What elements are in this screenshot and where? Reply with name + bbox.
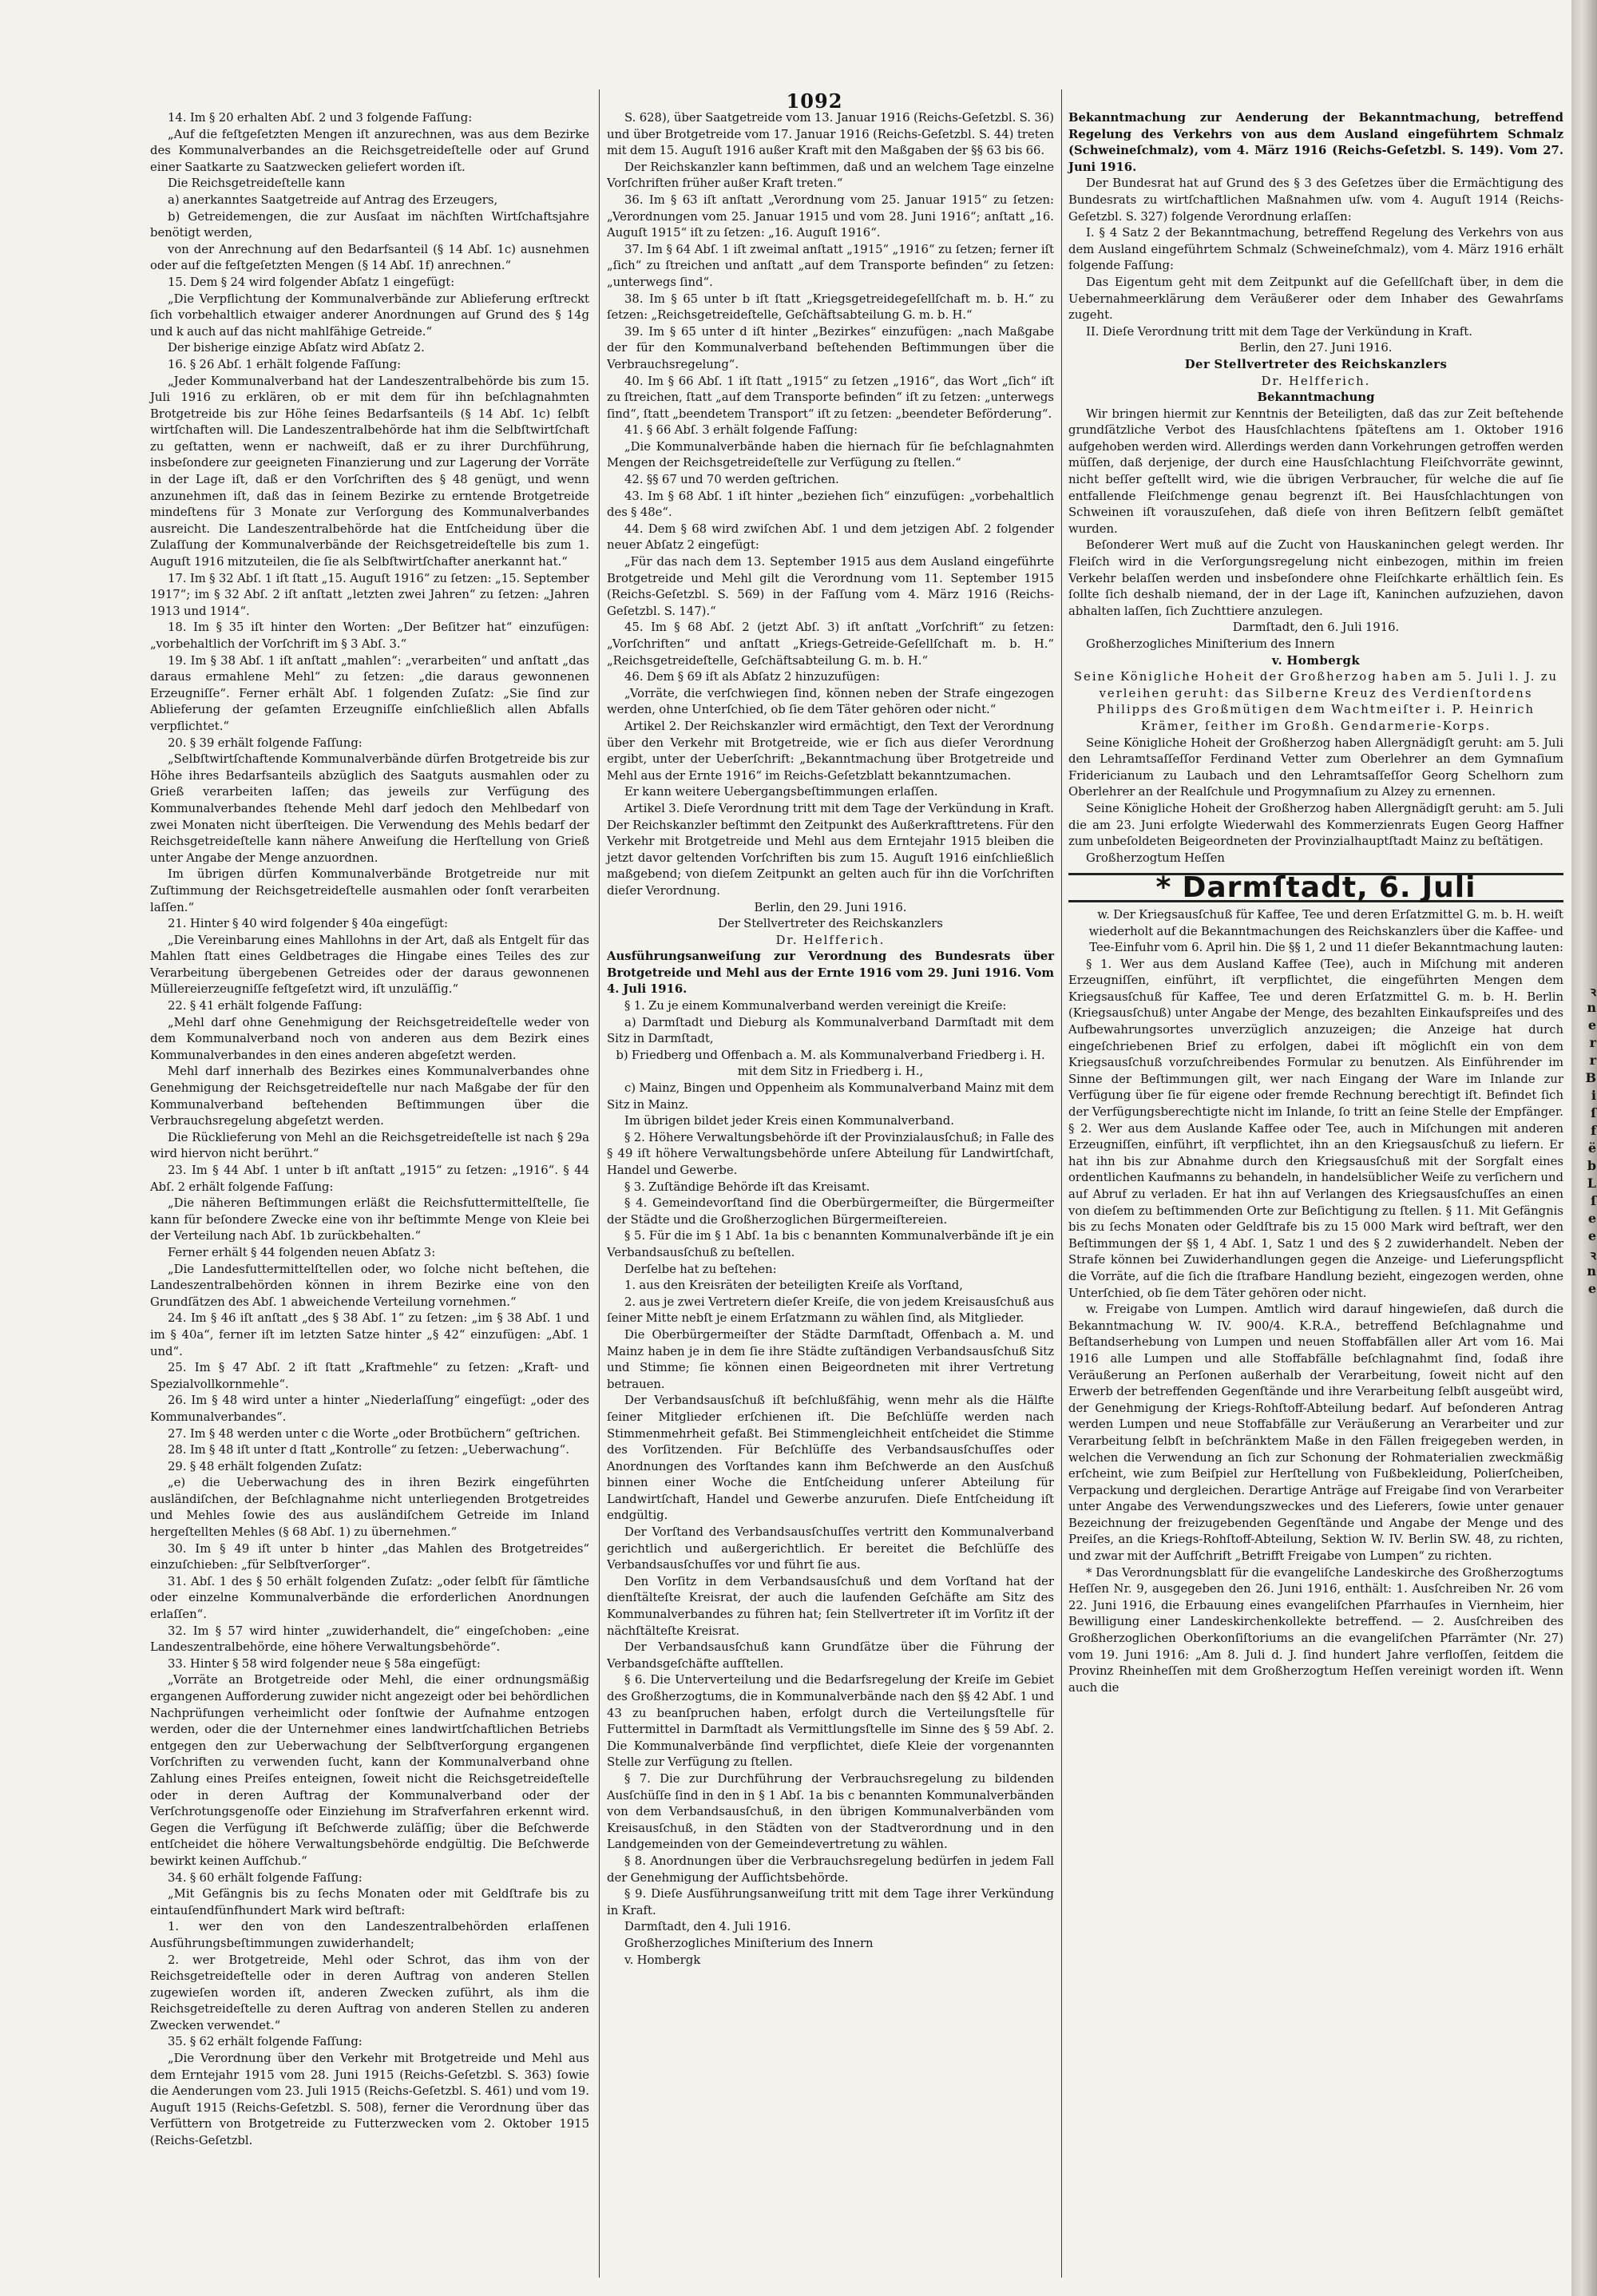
section-heading: * Darmſtadt, 6. Juli <box>1068 873 1563 902</box>
centered-line: Berlin, den 29. Juni 1916. <box>754 900 907 914</box>
paragraph: Artikel 2. Der Reichskanzler wird ermächtigt, den Text der Verordnung über den Verkehr mit Brotgetreide, wie er ſich aus dieſer Verordnung ergibt, unter der Ueberſchrift: „Bekanntmachung über Brotgetreide und Mehl aus der Ernte 1916“ im Reichs-Geſetzblatt bekanntzumachen. <box>607 719 1054 783</box>
paragraph: v. Hombergk <box>624 1953 701 1967</box>
paragraph: Die Oberbürgermeiſter der Städte Darmſtadt, Offenbach a. M. und Mainz haben je in dem ſie ihre Städte zuſtändigen Verbandsausſchuß Sitz und Stimme; ſie können einen Beigeordneten mit ihrer Vertretung betrauen. <box>607 1327 1054 1391</box>
paragraph: 21. Hinter § 40 wird folgender § 40a eingefügt: <box>168 917 448 931</box>
paragraph: § 8. Anordnungen über die Verbrauchsregelung bedürfen in jedem Fall der Genehmigung der Aufſichtsbehörde. <box>607 1854 1054 1885</box>
paragraph: Seine Königliche Hoheit der Großherzog haben Allergnädigſt geruht: am 5. Juli den Lehramtsaſſeſſor Ferdinand Vetter zum Oberlehrer an dem Gymnaſium Fridericianum zu Laubach und den Lehramtsaſſeſſor Georg Schelhorn zum Oberlehrer an der Realſchule und Progymnaſium zu Alzey zu ernennen. <box>1068 736 1563 799</box>
paragraph: 2. aus je zwei Vertretern dieſer Kreiſe, die von jedem Kreisausſchuß aus ſeiner Mitte nebſt je einem Erſatzmann zu wählen ſind, als Mitglieder. <box>607 1295 1054 1326</box>
paragraph: „Für das nach dem 13. September 1915 aus dem Ausland eingeführte Brotgetreide und Mehl gilt die Verordnung vom 11. September 1915 (Reichs-Geſetzbl. S. 569) in der Faſſung vom 4. März 1916 (Reichs-Geſetzbl. S. 147).“ <box>607 555 1054 618</box>
margin-glyph: ë <box>1587 1140 1596 1156</box>
signatory-name: Dr. Helfferich. <box>775 933 886 947</box>
paragraph: 16. § 26 Abſ. 1 erhält folgende Faſſung: <box>168 357 402 371</box>
margin-glyph: e <box>1587 1228 1596 1243</box>
margin-glyph: r <box>1589 1053 1596 1068</box>
centered-line: b) Friedberg und Offenbach a. M. als Kommunalverband Friedberg i. H. mit dem Sitz in Friedberg i. H., <box>616 1048 1045 1079</box>
paragraph: 45. Im § 68 Abſ. 2 (jetzt Abſ. 3) iſt anſtatt „Vorſchrift“ zu ſetzen: „Vorſchriften“ und anſtatt „Kriegs-Getreide-Geſellſchaft m. b. H.“ „Reichsgetreideſtelle, Geſchäftsabteilung G. m. b. H.“ <box>607 621 1054 668</box>
paragraph: 23. Im § 44 Abſ. 1 unter b iſt anſtatt „1915“ zu ſetzen: „1916“. § 44 Abſ. 2 erhält folgende Faſſung: <box>150 1164 589 1194</box>
paragraph: „Jeder Kommunalverband hat der Landeszentralbehörde bis zum 15. Juli 1916 zu erklären, ob er mit dem für ihn beſchlagnahmten Brotgetreide bis zur Höhe ſeines Bedarfsanteils (§ 14 Abſ. 1c) ſelbſt wirtſchaften will. Die Landeszentralbehörde hat ihm die Selbſtwirtſchaft zu geſtatten, wenn er nachweiſt, daß er zu ihrer Durchführung, insbeſondere zur geeigneten Finanzierung und zur Lagerung der Vorräte in der Lage iſt, daß er den Vorſchriften des § 48 genügt, und wenn anzunehmen iſt, daß das in ſeinem Bezirke zu erntende Brotgetreide mindeſtens für 3 Monate zur Verſorgung des Kommunalverbandes ausreicht. Die Landeszentralbehörde hat die Entſcheidung über die Zulaſſung der Kommunalverbände der Reichsgetreideſtelle bis zum 1. Auguſt 1916 mitzuteilen, die ſie als Selbſtwirtſchafter anerkannt hat.“ <box>150 374 589 569</box>
margin-glyph: L <box>1587 1176 1596 1191</box>
paragraph: * Das Verordnungsblatt für die evangeliſche Landeskirche des Großherzogtums Heſſen Nr. 9, ausgegeben den 26. Juni 1916, enthält: 1. Ausſchreiben Nr. 26 vom 22. Juni 1916, die Erbauung eines evangeliſchen Pfarrhauſes in Viernheim, hier Bewilligung einer Landeskirchenkollekte betreffend. — 2. Ausſchreiben des Großherzoglichen Oberkonſiſtoriums an die evangeliſchen Pfarrämter (Nr. 27) vom 19. Juni 1916: „Am 8. Juli d. J. ſind hundert Jahre verfloſſen, ſeitdem die Provinz Rheinheſſen mit dem Großherzogtum Heſſen vereinigt worden iſt. Wenn auch die <box>1068 1565 1563 1695</box>
dateline: w. Der Kriegsausſchuß für Kaffee, Tee und deren Erſatzmittel G. m. b. H. weiſt wiederholt auf die Bekanntmachungen des Reichskanzlers über die Kaffee- und Tee-Einfuhr vom 6. April hin. Die §§ 1, 2 und 11 dieſer Bekanntmachung lauten: <box>1088 907 1563 955</box>
paragraph: 25. Im § 47 Abſ. 2 iſt ſtatt „Kraftmehle“ zu ſetzen: „Kraft- und Spezialvollkornmehle“. <box>150 1361 589 1391</box>
article-heading: Bekanntmachung zur Aenderung der Bekanntmachung, betreffend Regelung des Verkehrs von aus dem Ausland eingeführtem Schmalz (Schweineſchmalz), vom 4. März 1916 (Reichs-Geſetzbl. S. 149). Vom 27. Juni 1916. <box>1068 111 1563 174</box>
paragraph: § 6. Die Unterverteilung und die Bedarfsregelung der Kreiſe im Gebiet des Großherzogtums, die in Kommunalverbände nach den §§ 42 Abſ. 1 und 43 zu beanſpruchen haben, erfolgt durch die Verteilungsſtelle für Futtermittel in Darmſtadt als Vermittlungsſtelle im Sinne des § 59 Abſ. 2. Die Kommunalverbände ſind verpflichtet, dieſe Kleie der vorgenannten Stelle zur Verfügung zu ſtellen. <box>607 1673 1054 1770</box>
paragraph: Derſelbe hat zu beſtehen: <box>624 1262 777 1276</box>
adjacent-page-margin <box>1585 0 1597 2296</box>
paragraph: „Die Vereinbarung eines Mahllohns in der Art, daß als Entgelt für das Mahlen ſtatt eines Geldbetrages die Hingabe eines Teiles des zur Verarbeitung übergebenen Getreides oder der daraus gewonnenen Müllereierzeugniſſe feſtgeſetzt wird, iſt unzuläſſig.“ <box>150 933 589 997</box>
paragraph: 41. § 66 Abſ. 3 erhält folgende Faſſung: <box>624 423 858 438</box>
paragraph: Der Vorſtand des Verbandsausſchuſſes vertritt den Kommunalverband gerichtlich und außergerichtlich. Er bereitet die Beſchlüſſe des Verbandsausſchuſſes vor und führt ſie aus. <box>607 1525 1054 1572</box>
paragraph: § 1. Zu je einem Kommunalverband werden vereinigt die Kreiſe: <box>624 999 1007 1013</box>
signature-line: v. Hombergk <box>1271 653 1361 668</box>
paragraph: 17. Im § 32 Abſ. 1 iſt ſtatt „15. Auguſt 1916“ zu ſetzen: „15. September 1917“; im § 32 Abſ. 2 iſt anſtatt „letzten zwei Jahren“ zu ſetzen: „Jahren 1913 und 1914“. <box>150 571 589 618</box>
paragraph: 46. Dem § 69 iſt als Abſatz 2 hinzuzufügen: <box>624 670 880 684</box>
paragraph: 37. Im § 64 Abſ. 1 iſt zweimal anſtatt „1915“ „1916“ zu ſetzen; ferner iſt „ſich“ zu ſtreichen und anſtatt „auf dem Transporte befinden“ zu ſetzen: „unterwegs ſind“. <box>607 242 1054 289</box>
paragraph: II. Dieſe Verordnung tritt mit dem Tage der Verkündung in Kraft. <box>1086 324 1472 339</box>
paragraph: „Die Kommunalverbände haben die hiernach für ſie beſchlagnahmten Mengen der Reichsgetreideſtelle zur Verfügung zu ſtellen.“ <box>607 439 1054 470</box>
paragraph: „Mit Gefängnis bis zu ſechs Monaten oder mit Geldſtrafe bis zu eintauſendfünfhundert Mark wird beſtraft: <box>150 1887 589 1917</box>
paragraph: 24. Im § 46 iſt anſtatt „des § 38 Abſ. 1“ zu ſetzen: „im § 38 Abſ. 1 und im § 40a“, ferner iſt im letzten Satze hinter „§ 42“ einzufügen: „Abſ. 1 und“. <box>150 1311 589 1358</box>
paragraph: 43. Im § 68 Abſ. 1 iſt hinter „beziehen ſich“ einzufügen: „vorbehaltlich des § 48e“. <box>607 489 1054 520</box>
paragraph: § 7. Die zur Durchführung der Verbrauchsregelung zu bildenden Ausſchüſſe ſind in den in § 1 Abſ. 1a bis c benannten Kommunalverbänden von dem Verbandsausſchuß, in den übrigen Kommunalverbänden vom Kreisausſchuß, in den Städten von der Stadtverordnung und in den Landgemeinden von der Gemeindevertretung zu wählen. <box>607 1771 1054 1852</box>
paragraph: 36. Im § 63 iſt anſtatt „Verordnung vom 25. Januar 1915“ zu ſetzen: „Verordnungen vom 25. Januar 1915 und vom 28. Juni 1916“; anſtatt „16. Auguſt 1915“ iſt zu ſetzen: „16. Auguſt 1916“. <box>607 192 1054 240</box>
paragraph: 42. §§ 67 und 70 werden geſtrichen. <box>624 473 839 487</box>
paragraph: Der Bundesrat hat auf Grund des § 3 des Geſetzes über die Ermächtigung des Bundesrats zu wirtſchaftlichen Maßnahmen uſw. vom 4. Auguſt 1914 (Reichs-Geſetzbl. S. 327) folgende Verordnung erlaſſen: <box>1068 176 1563 224</box>
article-heading: Ausführungsanweiſung zur Verordnung des Bundesrats über Brotgetreide und Mehl aus der Ernte 1916 vom 29. Juni 1916. Vom 4. Juli 1916. <box>607 950 1054 997</box>
paragraph: Seine Königliche Hoheit der Großherzog haben Allergnädigſt geruht: am 5. Juli die am 23. Juni erfolgte Wiederwahl des Kommerzienrats Eugen Georg Haffner zum unbeſoldeten Beigeordneten der Provinzialhauptſtadt Mainz zu beſtätigen. <box>1068 801 1563 849</box>
paragraph: 32. Im § 57 wird hinter „zuwiderhandelt, die“ eingeſchoben: „eine Landeszentralbehörde, eine höhere Verwaltungsbehörde“. <box>150 1624 589 1655</box>
margin-glyph: ſ <box>1591 1193 1596 1208</box>
column-left <box>150 110 589 2150</box>
column-rule-1 <box>599 89 600 2278</box>
paragraph: 14. Im § 20 erhalten Abſ. 2 und 3 folgende Faſſung: <box>168 111 473 125</box>
paragraph: Der Reichskanzler kann beſtimmen, daß und an welchem Tage einzelne Vorſchriften früher außer Kraft treten.“ <box>607 160 1054 191</box>
paragraph: w. Freigabe von Lumpen. Amtlich wird darauf hingewieſen, daß durch die Bekanntmachung W. IV. 900/4. K.R.A., betreffend Beſchlagnahme und Beſtandserhebung von Lumpen und neuen Stoffabfällen aller Art vom 16. Mai 1916 alle Lumpen und alle Stoffabfälle beſchlagnahmt ſind, ſodaß ihre Veräußerung an Perſonen außerhalb der Verarbeitung, ſoweit nicht auf den Erwerb der betreffenden Gegenſtände und ihre Verarbeitung ſelbſt ausgeübt wird, der Genehmigung der Kriegs-Rohſtoff-Abteilung bedarf. Auf beſonderen Antrag werden Lumpen und neue Stoffabfälle zur Veräußerung an Verarbeiter und zur Verarbeitung ſelbſt in beſchränktem Maße in den Fällen freigegeben werden, in welchen die Verwendung an ſich zur Schonung der Rohmaterialien zweckmäßig erſcheint, wie zum Beiſpiel zur Herſtellung von Fußbekleidung, Polierſcheiben, Verpackung und dergleichen. Derartige Anträge auf Freigabe ſind von Verarbeiter unter Angabe des Verwendungszweckes und des Lieferers, ſowie unter genauer Bezeichnung der freizugebenden Gegenſtände und Angabe der Menge und des Preiſes, an die Kriegs-Rohſtoff-Abteilung, Sektion W. IV. Berlin SW. 48, zu richten, und zwar mit der Aufſchrift „Betrifft Freigabe von Lumpen“ zu richten. <box>1068 1303 1563 1564</box>
signatory-name: Seine Königliche Hoheit der Großherzog haben am 5. Juli l. J. zu verleihen geruht: das Silberne Kreuz des Verdienſtordens Philipps des Großmütigen dem Wachtmeiſter i. P. Heinrich Krämer, ſeither im Großh. Gendarmerie-Korps. <box>1073 670 1559 733</box>
paragraph: c) Mainz, Bingen und Oppenheim als Kommunalverband Mainz mit dem Sitz in Mainz. <box>607 1081 1054 1112</box>
paragraph: Großherzogtum Heſſen <box>1086 851 1225 865</box>
paragraph: § 9. Dieſe Ausführungsanweiſung tritt mit dem Tage ihrer Verkündung in Kraft. <box>607 1887 1054 1917</box>
paragraph: 22. § 41 erhält folgende Faſſung: <box>168 999 363 1013</box>
paragraph: 34. § 60 erhält folgende Faſſung: <box>168 1870 363 1885</box>
paragraph: 40. Im § 66 Abſ. 1 iſt ſtatt „1915“ zu ſetzen „1916“, das Wort „ſich“ iſt zu ſtreichen, ſtatt „auf dem Transporte befinden“ iſt zu ſetzen: „unterwegs ſind“, ſtatt „beendetem Transport“ iſt zu ſetzen: „beendeter Beförderung“. <box>607 374 1054 421</box>
centered-line: Berlin, den 27. Juni 1916. <box>1239 341 1393 355</box>
paragraph: „Mehl darf ohne Genehmigung der Reichsgetreideſtelle weder von dem Kommunalverband noch von anderen aus dem Bezirk eines Kommunalverbandes in den eines anderen abgeſetzt werden. <box>150 1015 589 1062</box>
paragraph: 29. § 48 erhält folgenden Zuſatz: <box>168 1459 363 1473</box>
paragraph: 1. aus den Kreisräten der beteiligten Kreiſe als Vorſtand, <box>624 1279 963 1293</box>
page-number: 1092 <box>786 89 843 113</box>
margin-glyph: ꝛ <box>1590 984 1596 999</box>
paragraph: Beſonderer Wert muß auf die Zucht von Hauskaninchen gelegt werden. Ihr Fleiſch wird in die Verſorgungsregelung nicht einbezogen, mithin im freien Verkehr belaſſen werden und insbeſondere ohne Fleiſchkarte erhältlich ſein. Es ſollte ſich deshalb niemand, der in der Lage iſt, Kaninchen aufzuziehen, davon abhalten laſſen, ſich Zuchttiere anzulegen. <box>1068 538 1563 618</box>
column-right <box>1068 110 1563 1696</box>
paragraph: „Die Landesfuttermittelſtellen oder, wo ſolche nicht beſtehen, die Landeszentralbehörden können in ihrem Bezirke eine von den Grundſätzen des Abſ. 1 abweichende Verteilung vornehmen.“ <box>150 1262 589 1309</box>
margin-glyph: e <box>1587 1211 1596 1226</box>
margin-glyph: r <box>1589 1035 1596 1050</box>
margin-glyph: B <box>1585 1070 1596 1085</box>
paragraph: I. § 4 Satz 2 der Bekanntmachung, betreffend Regelung des Verkehrs von aus dem Ausland eingeführtem Schmalz (Schweineſchmalz), vom 4. März 1916 erhält folgende Faſſung: <box>1068 226 1563 273</box>
margin-glyph: e <box>1587 1281 1596 1296</box>
paragraph: „Vorräte, die verſchwiegen ſind, können neben der Strafe eingezogen werden, ohne Unterſchied, ob ſie dem Täter gehören oder nicht.“ <box>607 686 1054 717</box>
paragraph: 18. Im § 35 iſt hinter den Worten: „Der Beſitzer hat“ einzufügen: „vorbehaltlich der Vorſchrift im § 3 Abſ. 3.“ <box>150 621 589 651</box>
centered-line: Darmſtadt, den 6. Juli 1916. <box>1232 621 1400 635</box>
paragraph: 31. Abſ. 1 des § 50 erhält folgenden Zuſatz: „oder ſelbſt für ſämtliche oder einzelne Kommunalverbände die erforderlichen Anordnungen erlaſſen“. <box>150 1574 589 1622</box>
margin-glyph: f <box>1591 1123 1596 1138</box>
paragraph: Darmſtadt, den 4. Juli 1916. <box>624 1920 791 1934</box>
paragraph: 30. Im § 49 iſt unter b hinter „das Mahlen des Brotgetreides“ einzuſchieben: „für Selbſtverſorger“. <box>150 1541 589 1572</box>
paragraph: 19. Im § 38 Abſ. 1 iſt anſtatt „mahlen“: „verarbeiten“ und anſtatt „das daraus ermahlene Mehl“ zu ſetzen: „die daraus gewonnenen Erzeugniſſe“. Ferner erhält Abſ. 1 folgenden Zuſatz: „Sie ſind zur Ablieferung der geſamten Erzeugniſſe einſchließlich allen Abfalls verpflichtet.“ <box>150 653 589 733</box>
paragraph: „Die Verordnung über den Verkehr mit Brotgetreide und Mehl aus dem Erntejahr 1915 vom 28. Juni 1915 (Reichs-Geſetzbl. S. 363) ſowie die Aenderungen vom 23. Juli 1915 (Reichs-Geſetzbl. S. 461) und vom 19. Auguſt 1915 (Reichs-Geſetzbl. S. 508), ferner die Verordnung über das Verfüttern von Brotgetreide zu Futterzwecken vom 2. Oktober 1915 (Reichs-Geſetzbl. <box>150 2052 589 2148</box>
signatory-name: Dr. Helfferich. <box>1261 374 1371 388</box>
paragraph: „Auf die feſtgeſetzten Mengen iſt anzurechnen, was aus dem Bezirke des Kommunalverbandes an die Reichsgetreideſtelle oder auf Grund einer Saatkarte zu Saatzwecken geliefert worden iſt. <box>150 127 589 174</box>
margin-glyph: n <box>1587 1263 1596 1279</box>
paragraph: a) anerkanntes Saatgetreide auf Antrag des Erzeugers, <box>168 192 498 207</box>
paragraph: 1. wer den von den Landeszentralbehörden erlaſſenen Ausführungsbeſtimmungen zuwiderhandelt; <box>150 1920 589 1950</box>
paragraph: Ferner erhält § 44 folgenden neuen Abſatz 3: <box>168 1245 436 1259</box>
paragraph: Großherzogliches Miniſterium des Innern <box>1086 637 1335 651</box>
paragraph: 27. Im § 48 werden unter c die Worte „oder Brotbüchern“ geſtrichen. <box>168 1426 581 1441</box>
paragraph: Im übrigen bildet jeder Kreis einen Kommunalverband. <box>624 1114 954 1128</box>
paragraph: Den Vorſitz in dem Verbandsausſchuß und dem Vorſtand hat der dienſtälteſte Kreisrat, der auch die laufenden Geſchäfte am Sitz des Kommunalverbandes zu führen hat; ſein Stellvertreter iſt im Vorſitz iſt der nächſtälteſte Kreisrat. <box>607 1574 1054 1638</box>
paragraph: § 1. Wer aus dem Ausland Kaffee (Tee), auch in Miſchung mit anderen Erzeugniſſen, einführt, iſt verpflichtet, die eingeführten Mengen dem Kriegsausſchuß für Kaffee, Tee und deren Erſatzmittel G. m. b. H. Berlin (Kriegsausſchuß) unter Angabe der Menge, des bezahlten Einkaufspreiſes und des Aufbewahrungsortes unverzüglich anzuzeigen; die Anzeige hat durch eingeſchriebenen Brief zu erfolgen, dabei iſt möglichſt ein von dem Kriegsausſchuß vorzuſchreibendes Formular zu benutzen. Als Einführender im Sinne der Beſtimmungen gilt, wer nach Eingang der Ware im Inlande zur Verfügung über ſie für eigene oder fremde Rechnung berechtigt iſt. Befindet ſich der Verfügungsberechtigte nicht im Inlande, ſo tritt an ſeine Stelle der Empfänger. § 2. Wer aus dem Auslande Kaffee oder Tee, auch in Miſchungen mit anderen Erzeugniſſen, einführt, iſt verpflichtet, ihn an den Kriegsausſchuß zu liefern. Er hat ihn bis zur Abnahme durch den Kriegsausſchuß mit der Sorgfalt eines ordentlichen Kaufmanns zu behandeln, in handelsüblicher Weiſe zu verſichern und auf Abruf zu verladen. Er hat ihn auf Verlangen des Kriegsausſchuſſes an einen von dieſem zu beſtimmenden Orte zur Beſichtigung zu ſtellen. § 11. Mit Gefängnis bis zu ſechs Monaten oder Geldſtrafe bis zu 15 000 Mark wird beſtraft, wer den Beſtimmungen der §§ 1, 4 Abſ. 1, Satz 1 und des § 2 zuwiderhandelt. Neben der Strafe können bei Zuwiderhandlungen gegen die Anzeige- und Lieferungspflicht die Vorräte, auf die ſich die ſtrafbare Handlung bezieht, eingezogen werden, ohne Unterſchied, ob ſie dem Täter gehören oder nicht. <box>1068 957 1563 1300</box>
signature-line: Der Stellvertreter des Reichskanzlers <box>1184 357 1448 371</box>
paragraph: 28. Im § 48 iſt unter d ſtatt „Kontrolle“ zu ſetzen: „Ueberwachung“. <box>168 1443 569 1457</box>
margin-glyph: ſ <box>1591 1105 1596 1120</box>
paragraph: Artikel 3. Dieſe Verordnung tritt mit dem Tage der Verkündung in Kraft. Der Reichskanzler beſtimmt den Zeitpunkt des Außerkrafttretens. Für den Verkehr mit Brotgetreide und Mehl aus dem Erntejahr 1915 bleiben die jetzt davor geltenden Vorſchriften bis zum 15. Auguſt 1916 einſchließlich maßgebend; von dieſem Zeitpunkt an gelten auch für ihn die Vorſchriften dieſer Verordnung. <box>607 801 1054 898</box>
margin-glyph: ꝛ <box>1590 1247 1596 1263</box>
margin-glyph: n <box>1587 1000 1596 1015</box>
paragraph: 26. Im § 48 wird unter a hinter „Niederlaſſung“ eingefügt: „oder des Kommunalverbandes“. <box>150 1394 589 1424</box>
paragraph: 15. Dem § 24 wird folgender Abſatz 1 eingefügt: <box>168 275 455 289</box>
paragraph: Wir bringen hiermit zur Kenntnis der Beteiligten, daß das zur Zeit beſtehende grundſätzliche Verbot des Hausſchlachtens ſpäteſtens am 1. Oktober 1916 aufgehoben werden wird. Allerdings werden dann Vorkehrungen getroffen werden müſſen, daß derjenige, der durch eine Hausſchlachtung Fleiſchvorräte gewinnt, nicht beſſer geſtellt wird, wie die übrigen Verbraucher, für welche die auf ſie entfallende Fleiſchmenge genau begrenzt iſt. Bei Hausſchlachtungen von Schweinen iſt vorauszuſehen, daß dieſe von ihren Beſitzern ſelbſt gemäſtet wurden. <box>1068 406 1563 536</box>
paragraph: a) Darmſtadt und Dieburg als Kommunalverband Darmſtadt mit dem Sitz in Darmſtadt, <box>607 1015 1054 1046</box>
paragraph: „Vorräte an Brotgetreide oder Mehl, die einer ordnungsmäßig ergangenen Aufforderung zuwider nicht angezeigt oder bei behördlichen Nachprüfungen verheimlicht oder ſonſtwie der Aufnahme entzogen werden, oder die der Unternehmer eines landwirtſchaftlichen Betriebs entgegen den zur Ueberwachung der Selbſtverſorgung ergangenen Vorſchriften zu verwenden ſucht, kann der Kommunalverband ohne Zahlung eines Preiſes enteignen, ſoweit nicht die Reichsgetreideſtelle oder in deren Auftrag der Kommunalverband oder der Verſchrotungsgenoſſe oder Einziehung im Strafverfahren erkennt wird. Gegen die Verfügung iſt Beſchwerde zuläſſig; über die Beſchwerde entſcheidet die höhere Verwaltungsbehörde endgültig. Die Beſchwerde bewirkt keinen Aufſchub.“ <box>150 1673 589 1868</box>
article-heading: Bekanntmachung <box>1257 391 1375 405</box>
paragraph: von der Anrechnung auf den Bedarfsanteil (§ 14 Abſ. 1c) ausnehmen oder auf die feſtgeſetzten Mengen (§ 14 Abſ. 1f) anrechnen.“ <box>150 242 589 273</box>
paragraph: § 5. Für die im § 1 Abſ. 1a bis c benannten Kommunalverbände iſt je ein Verbandsausſchuß zu beſtellen. <box>607 1229 1054 1259</box>
paragraph: 33. Hinter § 58 wird folgender neue § 58a eingefügt: <box>168 1656 481 1671</box>
paragraph: 2. wer Brotgetreide, Mehl oder Schrot, das ihm von der Reichsgetreideſtelle oder in deren Auftrag von anderen Stellen zugewieſen worden iſt, anderen Zwecken zuführt, als ihm die Reichsgetreideſtelle zu deren Auftrag von anderen Stellen zu anderen Zwecken verwendet.“ <box>150 1953 589 2032</box>
paragraph: „Die näheren Beſtimmungen erläßt die Reichsfuttermittelſtelle, ſie kann für beſondere Zwecke eine von ihr beſtimmte Menge von Kleie bei der Verteilung nach Abſ. 1b zurückbehalten.“ <box>150 1196 589 1243</box>
paragraph: „Selbſtwirtſchaftende Kommunalverbände dürfen Brotgetreide bis zur Höhe ihres Bedarfsanteils abzüglich des Saatguts ausmahlen oder zu Grieß verarbeiten laſſen; das jeweils zur Verfügung des Kommunalverbandes ſtehende Mehl darf jedoch den Mehlbedarf von zwei Monaten nicht überſteigen. Die Verwendung des Mehls bedarf der Reichsgetreideſtelle kann nähere Anweiſung die Herſtellung von Grieß unter Angabe der Menge anzuordnen. <box>150 752 589 865</box>
paragraph: Die Rücklieferung von Mehl an die Reichsgetreideſtelle ist nach § 29a wird hiervon nicht berührt.“ <box>150 1130 589 1161</box>
paragraph: § 4. Gemeindevorſtand ſind die Oberbürgermeiſter, die Bürgermeiſter der Städte und die Großherzoglichen Bürgermeiſtereien. <box>607 1196 1054 1227</box>
paragraph: § 2. Höhere Verwaltungsbehörde iſt der Provinzialausſchuß; in Falle des § 49 iſt höhere Verwaltungsbehörde unſere Abteilung für Landwirtſchaft, Handel und Gewerbe. <box>607 1130 1054 1177</box>
paragraph: Der Verbandsausſchuß iſt beſchlußfähig, wenn mehr als die Hälfte ſeiner Mitglieder erſchienen iſt. Die Beſchlüſſe werden nach Stimmenmehrheit gefaßt. Bei Stimmengleichheit entſcheidet die Stimme des Vorſitzenden. Für Beſchlüſſe des Verbandsausſchuſſes oder Anordnungen des Vorſtandes kann ihm Beſchwerde an den Ausſchuß binnen einer Woche die Entſcheidung unſerer Abteilung für Landwirtſchaft, Handel und Gewerbe anzurufen. Dieſe Entſcheidung iſt endgültig. <box>607 1394 1054 1523</box>
margin-glyph: b <box>1587 1158 1596 1173</box>
paragraph: 35. § 62 erhält folgende Faſſung: <box>168 2035 363 2049</box>
margin-glyph: i <box>1591 1088 1596 1103</box>
paragraph: 44. Dem § 68 wird zwiſchen Abſ. 1 und dem jetzigen Abſ. 2 folgender neuer Abſatz 2 eingefügt: <box>607 521 1054 553</box>
paragraph: Er kann weitere Uebergangsbeſtimmungen erlaſſen. <box>624 785 938 799</box>
margin-glyph: e <box>1587 1017 1596 1033</box>
paragraph: 39. Im § 65 unter d iſt hinter „Bezirkes“ einzufügen: „nach Maßgabe der für den Kommunalverband beſtehenden Beſtimmungen über die Verbrauchsregelung“. <box>607 324 1054 371</box>
paragraph: 38. Im § 65 unter b iſt ſtatt „Kriegsgetreidegeſellſchaft m. b. H.“ zu ſetzen: „Reichsgetreideſtelle, Geſchäftsabteilung G. m. b. H.“ <box>607 291 1054 323</box>
paragraph: „Die Verpflichtung der Kommunalverbände zur Ablieferung erſtreckt ſich vorbehaltlich etwaiger anderer Anordnungen auf Grund des § 14g und k auch auf das nicht mahlfähige Getreide.“ <box>150 291 589 339</box>
paragraph: § 3. Zuſtändige Behörde iſt das Kreisamt. <box>624 1180 870 1194</box>
column-rule-2 <box>1061 89 1062 2278</box>
paragraph: Im übrigen dürfen Kommunalverbände Brotgetreide nur mit Zuſtimmung der Reichsgetreideſtelle ausmahlen oder ſonſt verarbeiten laſſen.“ <box>150 867 589 914</box>
paragraph: Die Reichsgetreideſtelle kann <box>168 176 346 191</box>
paragraph: b) Getreidemengen, die zur Ausſaat im nächſten Wirtſchaftsjahre benötigt werden, <box>150 209 589 240</box>
paragraph: Der Verbandsausſchuß kann Grundſätze über die Führung der Verbandsgeſchäfte aufſtellen. <box>607 1640 1054 1671</box>
paragraph: Der bisherige einzige Abſatz wird Abſatz 2. <box>168 341 425 355</box>
column-middle <box>607 110 1054 1969</box>
paragraph: Mehl darf innerhalb des Bezirkes eines Kommunalverbandes ohne Genehmigung der Reichsgetreideſtelle nur nach Maßgabe der für den Kommunalverband beſtehenden Beſtimmungen über die Verbrauchsregelung abgeſetzt werden. <box>150 1065 589 1128</box>
paragraph: S. 628), über Saatgetreide vom 13. Januar 1916 (Reichs-Geſetzbl. S. 36) und über Brotgetreide vom 17. Januar 1916 (Reichs-Geſetzbl. S. 44) treten mit dem 15. Auguſt 1916 außer Kraft mit den Maßgaben der §§ 63 bis 66. <box>607 111 1054 158</box>
paragraph: „e) die Ueberwachung des in ihren Bezirk eingeführten ausländiſchen, der Beſchlagnahme nicht unterliegenden Brotgetreides und Mehles ſowie des aus ausländiſchem Getreide im Inland hergeſtellten Mehles (§ 68 Abſ. 1) zu übernehmen.“ <box>150 1476 589 1540</box>
paragraph: Großherzogliches Miniſterium des Innern <box>624 1936 874 1950</box>
centered-line: Der Stellvertreter des Reichskanzlers <box>718 917 943 931</box>
paragraph: Das Eigentum geht mit dem Zeitpunkt auf die Geſellſchaft über, in dem die Uebernahmeerklärung dem Veräußerer oder dem Inhaber des Gewahrſams zugeht. <box>1068 275 1563 323</box>
paragraph: 20. § 39 erhält folgende Faſſung: <box>168 736 363 750</box>
